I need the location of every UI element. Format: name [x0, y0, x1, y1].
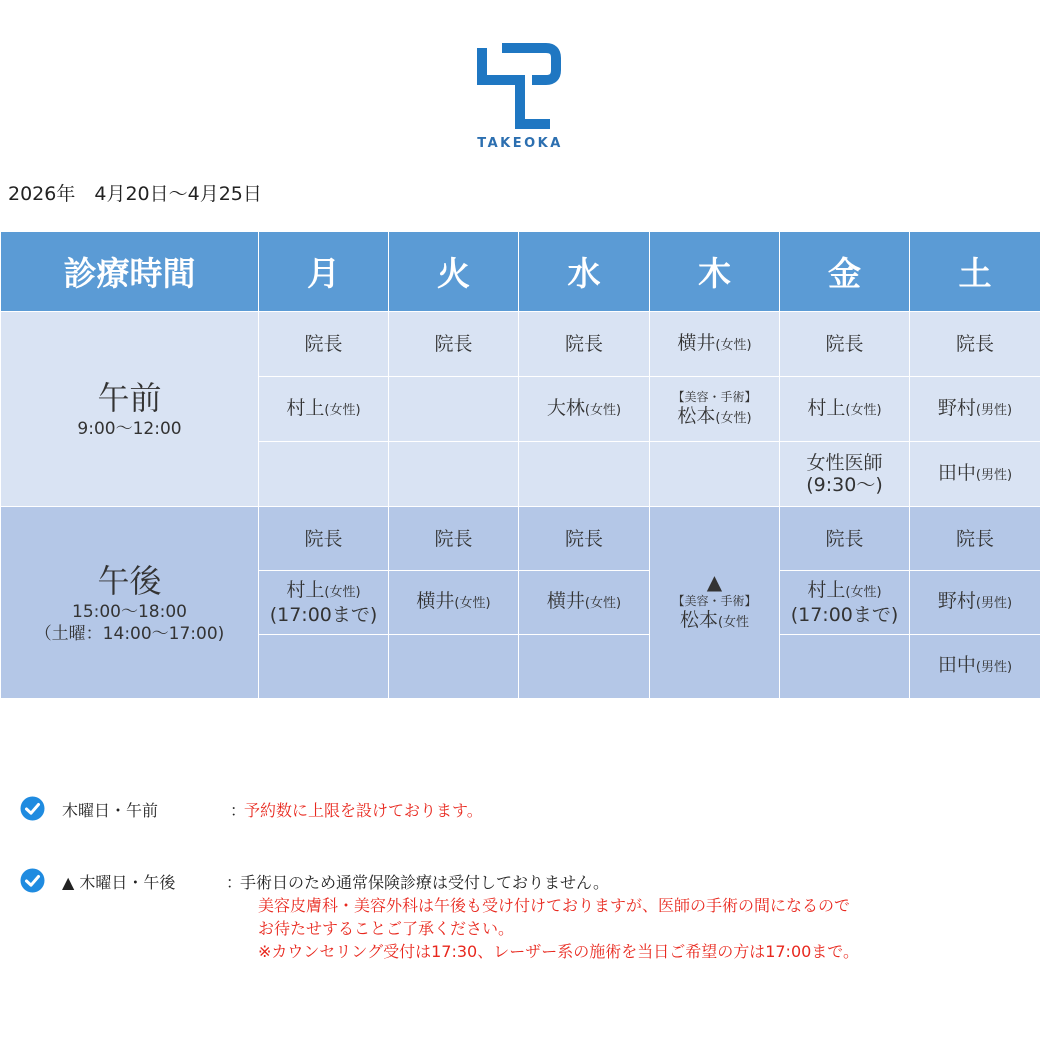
am-row-1 — [1, 312, 1040, 377]
note-text: 手術日のため通常保険診療は受付しておりません。 — [240, 873, 609, 892]
doctor-name: 横井 — [677, 331, 716, 354]
header-mon: 月 — [259, 232, 389, 312]
pm-fri-1: 院長 — [780, 507, 910, 571]
gender-note: (男性) — [975, 402, 1013, 418]
note-label: ▲ 木曜日・午後 — [62, 873, 176, 892]
gender-note: (女性) — [845, 585, 882, 600]
gender-note: (女性) — [715, 337, 752, 353]
end-time-note: (17:00まで) — [790, 604, 899, 626]
pm-mon-2 — [259, 571, 389, 635]
pm-sat-2 — [910, 571, 1040, 635]
doctor-name: 田中 — [937, 461, 976, 484]
am-mon-2 — [259, 377, 389, 442]
date-range: 2026年 4月20日～4月25日 — [8, 183, 262, 205]
triangle-mark-icon: ▲ — [706, 570, 723, 594]
am-fri-3 — [780, 442, 910, 507]
am-thu-2 — [650, 377, 780, 442]
doctor-name: 野村 — [937, 396, 976, 419]
note-label: 木曜日・午前 — [62, 801, 159, 820]
header-sat: 土 — [910, 232, 1040, 312]
doctor-name: 女性医師 — [806, 452, 883, 474]
am-mon-3 — [259, 442, 389, 507]
check-circle-icon — [20, 796, 45, 821]
header-row — [1, 232, 1040, 312]
am-tue-1: 院長 — [389, 312, 519, 377]
doctor-name: 横井 — [416, 590, 455, 612]
header-wed: 水 — [519, 232, 650, 312]
am-thu-3 — [650, 442, 780, 507]
cosmetic-surgery-tag: 【美容・手術】 — [672, 594, 757, 608]
doctor-name: 村上 — [807, 396, 846, 419]
pm-thu-cell — [650, 507, 780, 699]
am-tue-2 — [389, 377, 519, 442]
gender-note: (女性 — [717, 615, 750, 630]
doctor-name: 大林 — [546, 396, 585, 419]
am-fri-2 — [780, 377, 910, 442]
gender-note: (女性) — [845, 402, 882, 418]
schedule-table — [0, 231, 1040, 699]
am-tue-3 — [389, 442, 519, 507]
note-colon: ： — [230, 801, 247, 820]
am-time: 9:00～12:00 — [77, 419, 182, 439]
header-fri: 金 — [780, 232, 910, 312]
pm-row-1 — [1, 507, 1040, 571]
pm-sat-1: 院長 — [910, 507, 1040, 571]
end-time-note: (17:00まで) — [269, 604, 378, 626]
gender-note: (女性) — [324, 402, 361, 418]
cosmetic-surgery-tag: 【美容・手術】 — [672, 389, 757, 404]
note-text-red: お待たせすることご了承ください。 — [258, 919, 515, 938]
doctor-name: 村上 — [807, 579, 846, 601]
note-colon: ： — [226, 873, 243, 892]
header-thu: 木 — [650, 232, 780, 312]
pm-label: 午後 — [97, 561, 162, 600]
am-sat-3 — [910, 442, 1040, 507]
gender-note: (男性) — [975, 467, 1013, 483]
doctor-name: 横井 — [546, 590, 585, 612]
gender-note: (女性) — [715, 410, 752, 426]
am-wed-3 — [519, 442, 650, 507]
pm-sat-3 — [910, 635, 1040, 699]
am-thu-1 — [650, 312, 780, 377]
gender-note: (女性) — [584, 402, 622, 418]
am-label: 午前 — [97, 379, 162, 417]
pm-tue-2 — [389, 571, 519, 635]
doctor-name: 松本 — [677, 404, 716, 427]
pm-tue-3 — [389, 635, 519, 699]
doctor-name: 村上 — [286, 579, 325, 601]
am-wed-2 — [519, 377, 650, 442]
pm-fri-3 — [780, 635, 910, 699]
pm-wed-2 — [519, 571, 650, 635]
pm-tue-1: 院長 — [389, 507, 519, 571]
header-tue: 火 — [389, 232, 519, 312]
doctor-name: 村上 — [286, 396, 325, 419]
start-time-note: (9:30～) — [806, 474, 883, 496]
pm-time: 15:00～18:00 — [72, 601, 187, 622]
pm-wed-1: 院長 — [519, 507, 650, 571]
pm-saturday-time: （土曜：14:00～17:00) — [34, 623, 225, 644]
am-sat-2 — [910, 377, 1040, 442]
note-text: 予約数に上限を設けております。 — [244, 801, 483, 820]
header-hours: 診療時間 — [1, 232, 259, 312]
am-wed-1: 院長 — [519, 312, 650, 377]
logo-text: TAKEOKA — [477, 136, 563, 151]
pm-mon-1: 院長 — [259, 507, 389, 571]
note-text-red: 美容皮膚科・美容外科は午後も受け付けておりますが、医師の手術の間になるので — [258, 896, 851, 915]
am-sat-1: 院長 — [910, 312, 1040, 377]
note-text-red: ※カウンセリング受付は17:30、レーザー系の施術を当日ご希望の方は17:00まで。 — [258, 942, 859, 961]
pm-wed-3 — [519, 635, 650, 699]
logo-mark-icon — [470, 40, 570, 136]
pm-period-cell — [1, 507, 259, 699]
pm-fri-2 — [780, 571, 910, 635]
pm-mon-3 — [259, 635, 389, 699]
gender-note: (男性) — [975, 660, 1013, 675]
clinic-logo — [470, 40, 570, 152]
am-period-cell — [1, 312, 259, 507]
doctor-name: 野村 — [937, 590, 976, 612]
gender-note: (女性) — [454, 596, 491, 611]
doctor-name: 松本 — [679, 609, 718, 631]
am-mon-1: 院長 — [259, 312, 389, 377]
doctor-name: 田中 — [937, 654, 976, 676]
am-fri-1: 院長 — [780, 312, 910, 377]
gender-note: (男性) — [975, 596, 1013, 611]
gender-note: (女性) — [324, 585, 361, 600]
check-circle-icon — [20, 868, 45, 893]
gender-note: (女性) — [584, 596, 622, 611]
